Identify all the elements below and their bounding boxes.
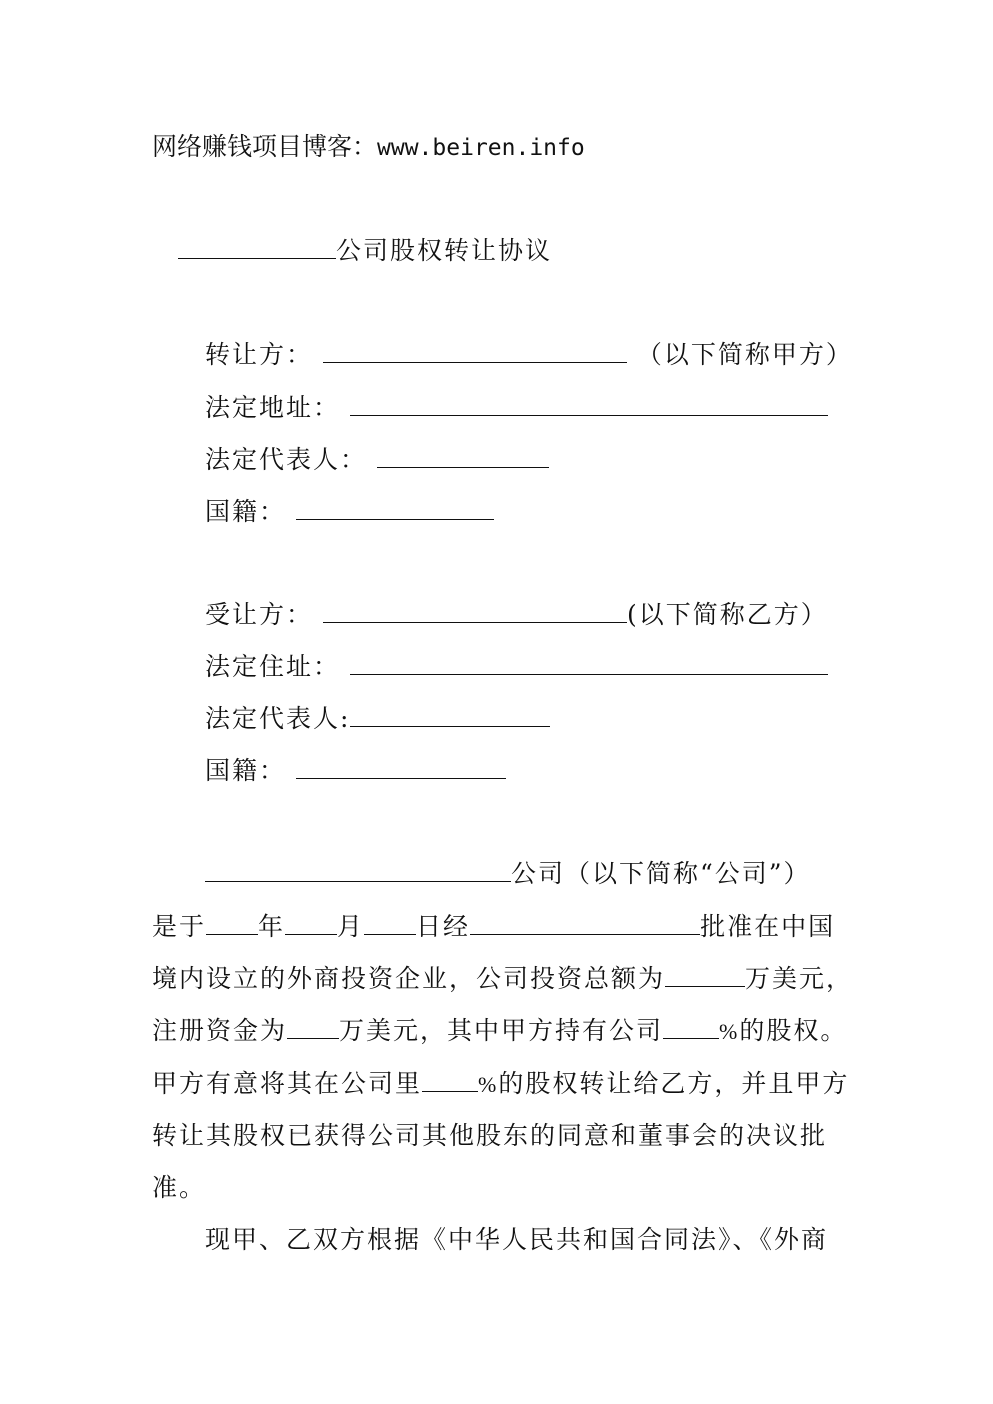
company-name-blank [178, 234, 336, 259]
transferor-rep-line [205, 443, 549, 477]
transferor-rep-blank [377, 443, 549, 468]
header-line [152, 130, 585, 164]
transferor-label: 转让方： [205, 340, 314, 369]
transferee-label: 受让方： [205, 600, 314, 629]
title-text: 公司股权转让协议 [336, 236, 553, 265]
transferor-line [205, 338, 853, 372]
text-day: 日经 [416, 912, 471, 941]
transferee-address-label: 法定住址： [205, 652, 341, 681]
body-line-4 [152, 1014, 847, 1048]
transferee-rep-line [205, 702, 550, 736]
transferee-address-blank [350, 650, 828, 675]
transferee-address-line [205, 650, 828, 684]
authority-blank [470, 910, 700, 935]
header-prefix: 网络赚钱项目博客： [152, 132, 378, 161]
transferee-nationality-line [205, 754, 506, 788]
share-pct-blank [663, 1014, 719, 1039]
transferor-address-label: 法定地址： [205, 393, 341, 422]
company-blank [205, 857, 511, 882]
text-transfer: 的股权转让给乙方，并且甲方 [498, 1069, 850, 1098]
text-is: 是于 [152, 912, 207, 941]
body-line-3 [152, 962, 853, 996]
month-blank [285, 910, 337, 935]
transferor-rep-label: 法定代表人： [205, 445, 368, 474]
day-blank [364, 910, 416, 935]
text-equity: 的股权。 [739, 1016, 848, 1045]
text-approved: 批准在中国 [700, 912, 836, 941]
body-line-5 [152, 1067, 849, 1101]
transferee-blank [323, 598, 627, 623]
body-line-2 [152, 910, 835, 944]
document-title [178, 234, 552, 268]
text-unit-1: 万美元， [745, 964, 854, 993]
year-blank [206, 910, 258, 935]
capital-blank [287, 1014, 339, 1039]
transferor-address-line [205, 391, 828, 425]
transferee-rep-label: 法定代表人: [205, 704, 351, 733]
transferee-rep-blank [350, 702, 550, 727]
body-line-6: 转让其股权已获得公司其他股东的同意和董事会的决议批 [152, 1121, 828, 1150]
transferor-nationality-label: 国籍： [205, 497, 287, 526]
body-line-1 [205, 857, 811, 891]
text-pct-1: % [719, 1019, 740, 1044]
text-investment: 境内设立的外商投资企业，公司投资总额为 [152, 964, 666, 993]
transferee-line [205, 598, 828, 632]
body-line-8: 现甲、乙双方根据《中华人民共和国合同法》、《外商 [205, 1225, 829, 1254]
transferee-nationality-blank [296, 754, 506, 779]
text-month: 月 [337, 912, 365, 941]
text-pct-2: % [478, 1072, 499, 1097]
investment-blank [665, 962, 745, 987]
company-suffix: 公司（以下简称“公司”） [511, 859, 811, 888]
transferor-blank [323, 338, 627, 363]
header-url[interactable]: www.beiren.info [377, 135, 585, 161]
transferor-nationality-line [205, 495, 494, 529]
body-line-7: 准。 [152, 1173, 207, 1202]
transferee-nationality-label: 国籍： [205, 756, 287, 785]
transfer-pct-blank [422, 1067, 478, 1092]
transferor-note: （以下简称甲方） [636, 340, 853, 369]
text-registered: 注册资金为 [152, 1016, 288, 1045]
transferee-note: (以下简称乙方） [626, 600, 828, 629]
text-year: 年 [258, 912, 286, 941]
transferor-address-blank [350, 391, 828, 416]
transferor-nationality-blank [296, 495, 494, 520]
text-intent: 甲方有意将其在公司里 [152, 1069, 423, 1098]
text-unit-2: 万美元，其中甲方持有公司 [339, 1016, 664, 1045]
